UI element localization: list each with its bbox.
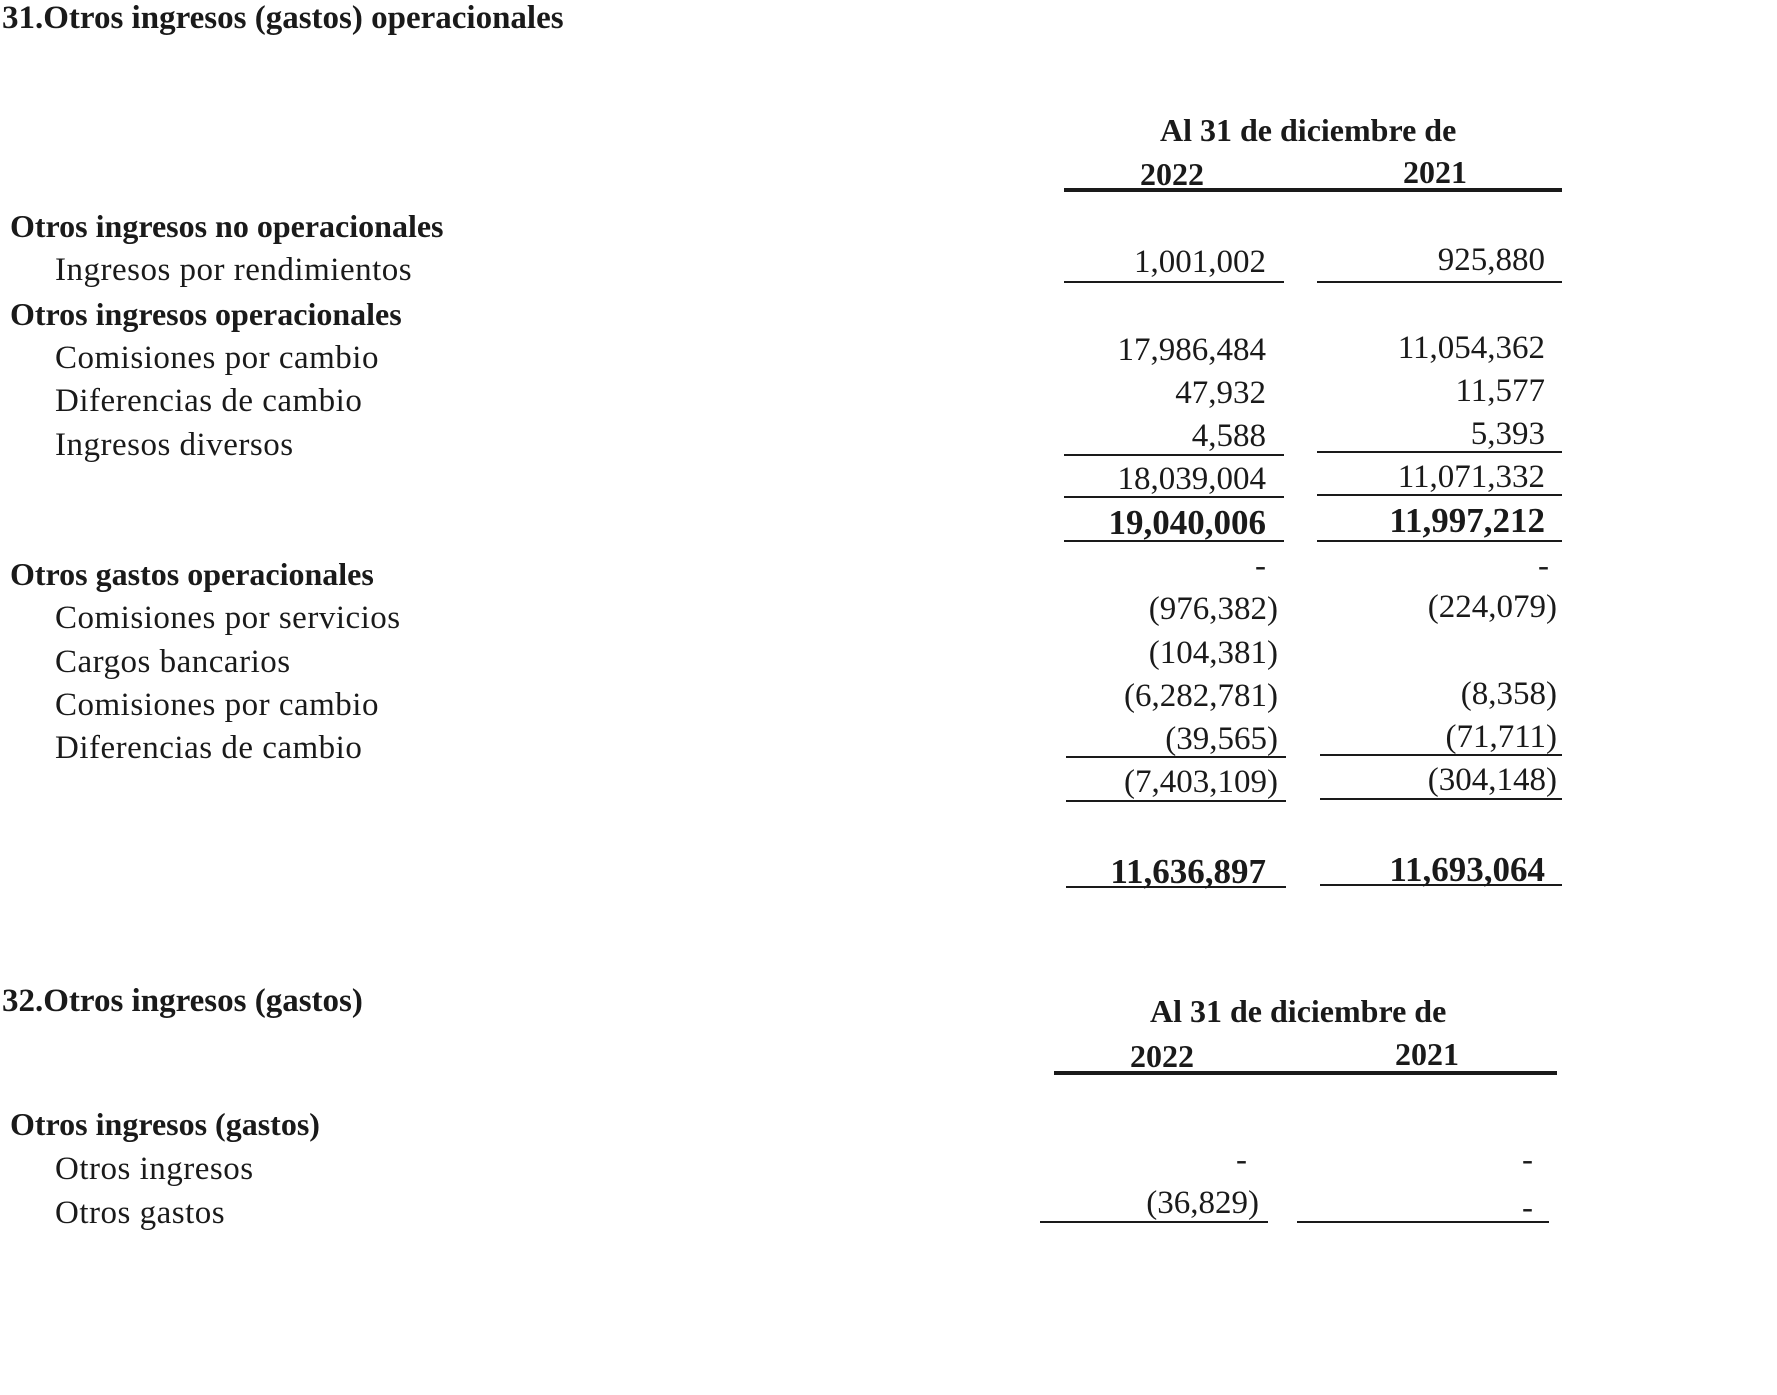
header-rule — [1054, 1071, 1557, 1075]
row-cargos-bancarios-label: Cargos bancarios — [55, 644, 291, 680]
row-comisiones-por-cambio-2022: 17,986,484 — [1117, 332, 1266, 368]
section-otros-ingresos-no-operacionales: Otros ingresos no operacionales — [10, 208, 444, 244]
row-otros-ingresos-label: Otros ingresos — [55, 1151, 254, 1187]
underline — [1317, 540, 1562, 542]
total-neto-2022: 11,636,897 — [1110, 852, 1266, 891]
underline — [1064, 496, 1284, 498]
row-diferencias-de-cambio-2022: 47,932 — [1175, 375, 1266, 411]
row-comisiones-por-cambio-gasto-2021: (8,358) — [1460, 676, 1557, 712]
row-ingresos-diversos-2021: 5,393 — [1470, 416, 1545, 452]
row-otros-ingresos-2022: - — [1236, 1142, 1247, 1178]
row-ingresos-por-rendimientos-2022: 1,001,002 — [1134, 244, 1266, 280]
section-otros-gastos-operacionales: Otros gastos operacionales — [10, 556, 374, 592]
row-diferencias-de-cambio-2021: 11,577 — [1455, 373, 1545, 409]
underline — [1066, 886, 1286, 888]
row-otros-gastos-2021: - — [1522, 1190, 1533, 1226]
underline — [1317, 451, 1562, 453]
note31-title: 31.Otros ingresos (gastos) operacionales — [2, 0, 564, 36]
row-ingresos-diversos-2022: 4,588 — [1191, 418, 1266, 454]
subtotal-ingresos-operacionales-2022: 18,039,004 — [1117, 461, 1266, 497]
underline — [1320, 798, 1562, 800]
underline — [1320, 884, 1562, 886]
total-ingresos-2021: 11,997,212 — [1389, 501, 1545, 540]
underline — [1317, 281, 1562, 283]
subtotal-ingresos-operacionales-2021: 11,071,332 — [1397, 459, 1545, 495]
underline — [1064, 540, 1284, 542]
row-diferencias-de-cambio-label: Diferencias de cambio — [55, 383, 363, 419]
row-comisiones-por-servicios-2022: (976,382) — [1148, 591, 1278, 627]
subtotal-gastos-2022: (7,403,109) — [1124, 764, 1278, 800]
section-otros-ingresos-operacionales: Otros ingresos operacionales — [10, 296, 402, 332]
note31-year-2022: 2022 — [1140, 156, 1204, 192]
section-otros-ingresos-gastos: Otros ingresos (gastos) — [10, 1106, 320, 1142]
note32-period-caption: Al 31 de diciembre de — [1150, 993, 1447, 1029]
underline — [1320, 754, 1562, 756]
underline — [1317, 494, 1562, 496]
row-comisiones-por-servicios-2021: (224,079) — [1427, 589, 1557, 625]
row-diferencias-de-cambio-gasto-2022: (39,565) — [1165, 721, 1278, 757]
row-ingresos-diversos-label: Ingresos diversos — [55, 427, 294, 463]
row-otros-ingresos-2021: - — [1522, 1142, 1533, 1178]
underline — [1066, 800, 1286, 802]
row-comisiones-por-cambio-label: Comisiones por cambio — [55, 340, 379, 376]
row-diferencias-de-cambio-gasto-2021: (71,711) — [1445, 719, 1557, 755]
row-comisiones-por-cambio-gasto-label: Comisiones por cambio — [55, 687, 379, 723]
row-comisiones-por-servicios-label: Comisiones por servicios — [55, 600, 401, 636]
row-otros-gastos-2022: (36,829) — [1146, 1185, 1259, 1221]
underline — [1297, 1221, 1549, 1223]
row-comisiones-por-cambio-gasto-2022: (6,282,781) — [1124, 678, 1278, 714]
underline — [1066, 756, 1286, 758]
row-diferencias-de-cambio-gasto-label: Diferencias de cambio — [55, 730, 363, 766]
total-neto-2021: 11,693,064 — [1389, 850, 1545, 889]
subtotal-gastos-2021: (304,148) — [1427, 762, 1557, 798]
row-ingresos-por-rendimientos-label: Ingresos por rendimientos — [55, 252, 413, 288]
total-ingresos-2022: 19,040,006 — [1108, 503, 1266, 542]
row-ingresos-por-rendimientos-2021: 925,880 — [1437, 242, 1545, 278]
row-otros-gastos-label: Otros gastos — [55, 1195, 226, 1231]
note32-year-2021: 2021 — [1395, 1036, 1459, 1072]
gastos-dash-2021: - — [1538, 548, 1549, 584]
note32-title: 32.Otros ingresos (gastos) — [2, 983, 363, 1019]
header-rule — [1064, 188, 1562, 192]
note31-year-2021: 2021 — [1403, 154, 1467, 190]
note31-period-caption: Al 31 de diciembre de — [1160, 112, 1457, 148]
row-comisiones-por-cambio-2021: 11,054,362 — [1397, 330, 1545, 366]
underline — [1040, 1221, 1268, 1223]
underline — [1064, 281, 1284, 283]
note32-year-2022: 2022 — [1130, 1038, 1194, 1074]
gastos-dash-2022: - — [1255, 548, 1266, 584]
underline — [1064, 454, 1284, 456]
row-cargos-bancarios-2022: (104,381) — [1148, 635, 1278, 671]
